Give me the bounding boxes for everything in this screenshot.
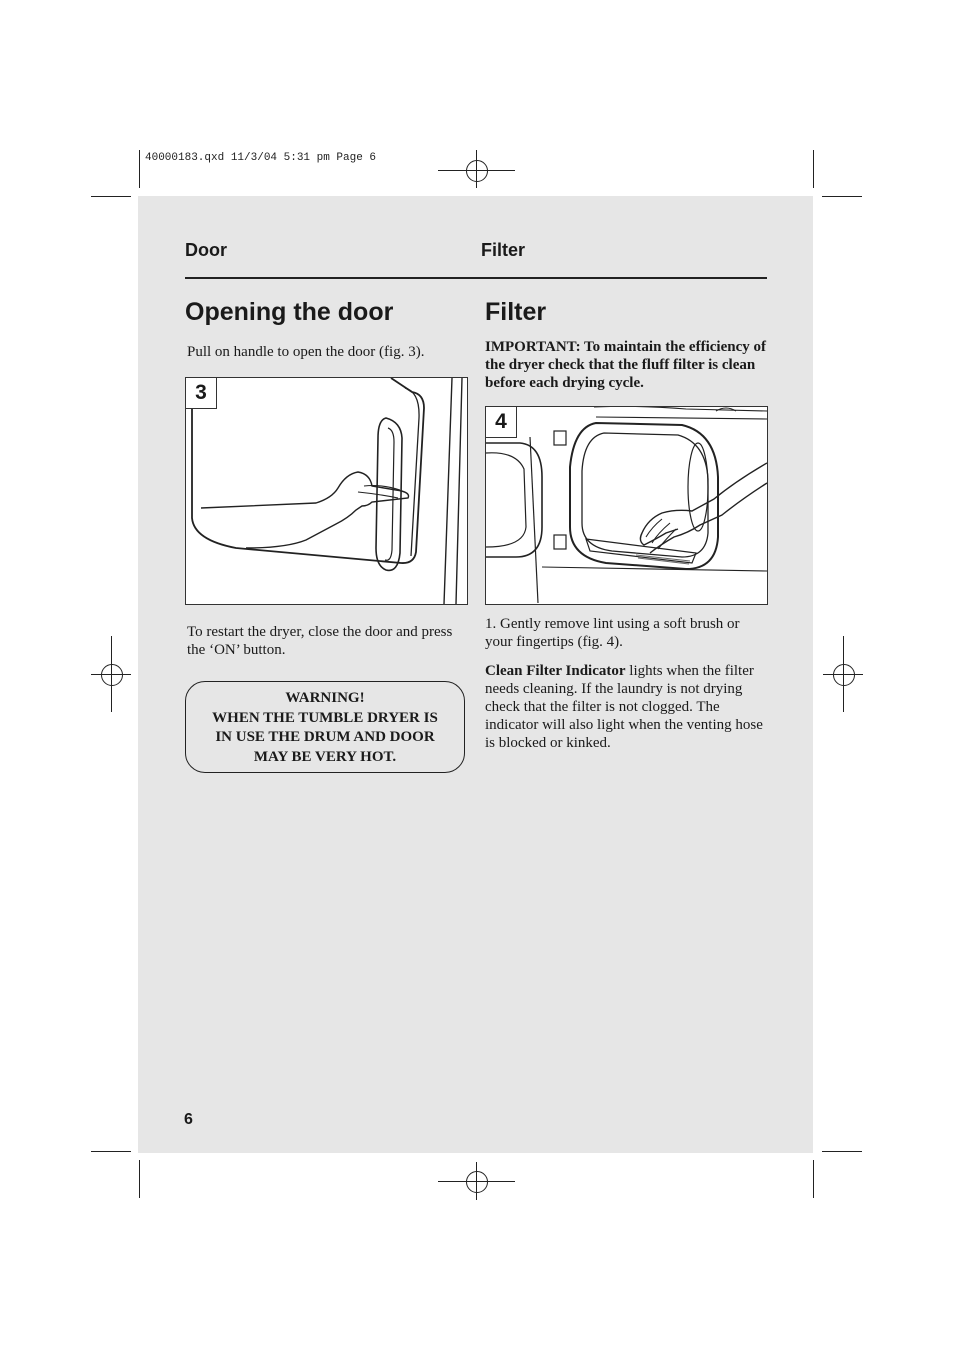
crop-mark — [813, 1160, 814, 1198]
section-header-door: Door — [185, 240, 227, 260]
crop-mark — [91, 1151, 131, 1152]
crop-mark — [139, 150, 140, 188]
page-number: 6 — [184, 1111, 193, 1128]
clean-filter-indicator-paragraph — [485, 662, 765, 752]
crop-mark — [139, 1160, 140, 1198]
figure-3-number: 3 — [186, 378, 217, 409]
crop-mark — [91, 196, 131, 197]
crop-mark — [822, 196, 862, 197]
filter-title: Filter — [485, 298, 547, 326]
warning-line-2: WHEN THE TUMBLE DRYER IS — [212, 709, 438, 726]
door-intro: Pull on handle to open the door (fig. 3). — [187, 344, 425, 360]
door-handle-illustration — [186, 378, 467, 604]
figure-4 — [485, 406, 768, 605]
filter-step-1: 1. Gently remove lint using a soft brush or your fingertips (fig. 4). — [485, 616, 740, 650]
crop-mark — [813, 150, 814, 188]
section-header-filter: Filter — [481, 240, 526, 260]
filter-cleaning-illustration — [486, 407, 767, 604]
warning-line-4: MAY BE VERY HOT. — [253, 748, 397, 765]
warning-line-3: IN USE THE DRUM AND DOOR — [215, 729, 435, 745]
door-title: Opening the door — [185, 298, 394, 326]
indicator-label: Clean Filter Indicator — [485, 663, 626, 679]
crop-mark — [822, 1151, 862, 1152]
filter-important: IMPORTANT: To maintain the efficiency of the dryer check that the fluff filter is clean before each drying cycle. — [485, 339, 766, 391]
figure-4-number: 4 — [486, 407, 517, 438]
restart-text: To restart the dryer, close the door and press the ‘ON’ button. — [187, 624, 453, 658]
warning-box — [185, 681, 465, 773]
header-rule — [185, 277, 767, 279]
figure-3 — [185, 377, 468, 605]
indicator-text: lights when the filter needs cleaning. If the laundry is not drying check that the filter is not clogged. The indicator will also light when the venting hose is blocked or kinked. — [485, 663, 763, 751]
warning-line-1: WARNING! — [285, 690, 365, 706]
print-slug: 40000183.qxd 11/3/04 5:31 pm Page 6 — [145, 152, 377, 164]
